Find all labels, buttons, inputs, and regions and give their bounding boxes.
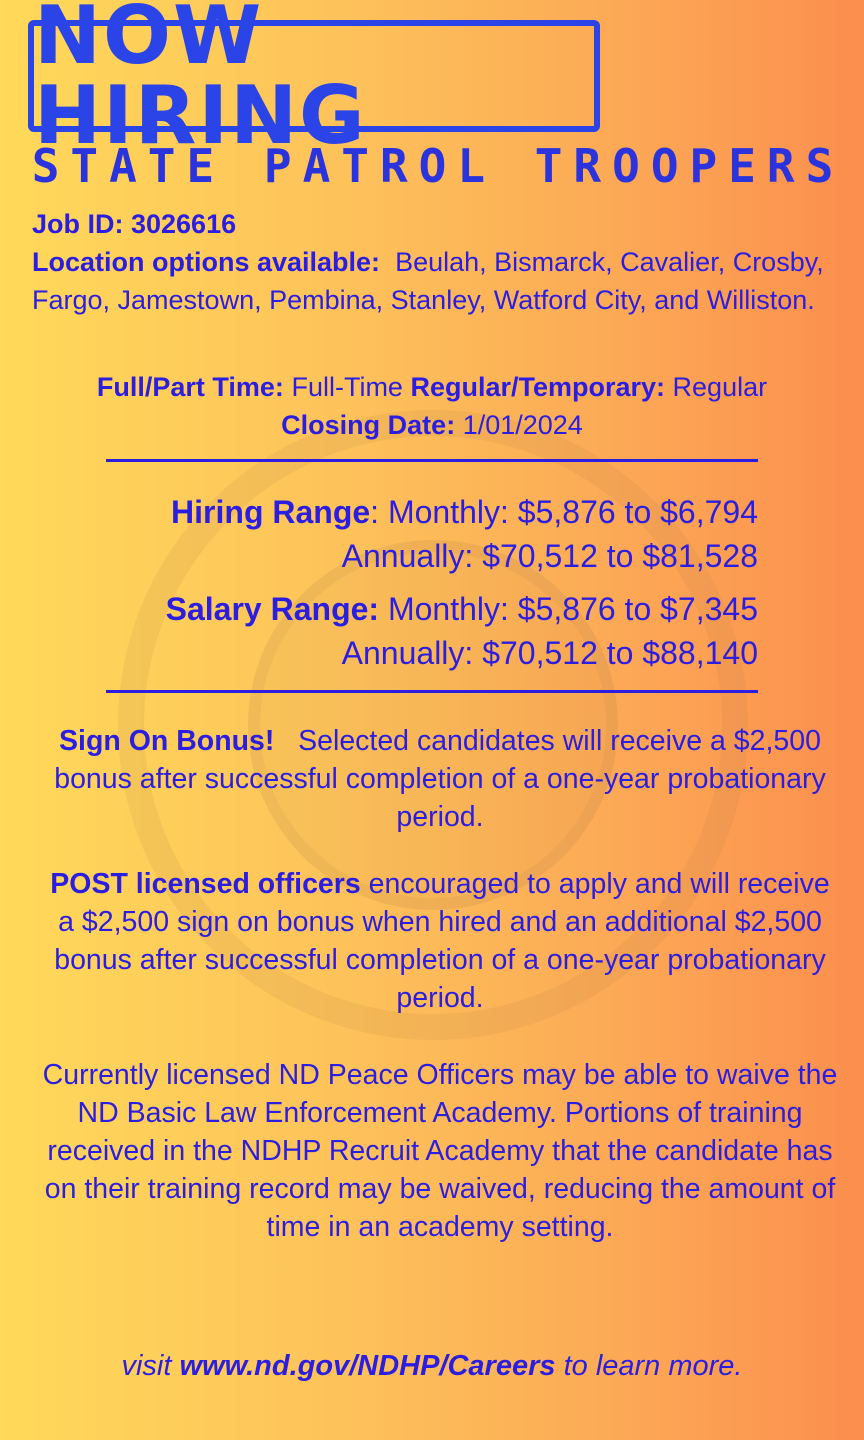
- divider-top: [106, 459, 758, 462]
- bonus-text: Selected candidates will receive a $2,500 bonus after successful completion of a one-year probationary period.: [54, 725, 826, 833]
- fulltime-label: Full/Part Time:: [96, 372, 284, 402]
- post-text: encouraged to apply and will receive a $2,500 sign on bonus when hired and an additional $2,500 bonus after successful completion of a one-year probationary period.: [54, 868, 830, 1014]
- hiring-range-label: Hiring Range: [171, 494, 371, 530]
- sign-on-bonus: [40, 722, 840, 836]
- salary-range-annually: Annually: $70,512 to $88,140: [341, 635, 758, 671]
- closing-label: Closing Date:: [281, 410, 456, 440]
- job-id: [32, 205, 842, 243]
- bonus-label: Sign On Bonus!: [59, 725, 275, 757]
- closing-value: 1/01/2024: [462, 410, 583, 440]
- job-details: [32, 205, 842, 319]
- location-options: [32, 243, 842, 319]
- careers-footer: [0, 1346, 864, 1386]
- hiring-range: [171, 490, 758, 578]
- salary-range: [166, 587, 758, 675]
- post-officers: [40, 865, 840, 1017]
- salary-range-monthly: Monthly: $5,876 to $7,345: [387, 591, 758, 627]
- divider-bottom: [106, 690, 758, 693]
- regular-value: Regular: [672, 372, 768, 402]
- location-label: Location options available:: [32, 247, 381, 277]
- location-value: Beulah, Bismarck, Cavalier, Crosby, Fargo, Jamestown, Pembina, Stanley, Watford City, and Williston.: [32, 247, 824, 315]
- employment-type-line: [20, 368, 844, 406]
- post-label: POST licensed officers: [50, 868, 361, 900]
- employment-terms: [20, 368, 844, 444]
- salary-range-label: Salary Range:: [165, 591, 380, 627]
- closing-date-line: [20, 406, 844, 444]
- fulltime-value: Full-Time: [291, 372, 403, 402]
- footer-prefix: visit: [121, 1350, 172, 1382]
- now-hiring-stamp: [28, 0, 600, 162]
- academy-waiver: [40, 1056, 840, 1246]
- regular-label: Regular/Temporary:: [410, 372, 666, 402]
- waiver-text: Currently licensed ND Peace Officers may be able to waive the ND Basic Law Enforcement Academy. Portions of training received in the NDHP Recruit Academy that the candidate has on their training record may be waived, reducing the amount of time in an academy setting.: [42, 1059, 838, 1243]
- job-id-text: Job ID: 3026616: [32, 209, 237, 239]
- page-subtitle: STATE PATROL TROOPERS: [31, 139, 845, 193]
- stamp-text: NOW HIRING: [34, 0, 367, 162]
- careers-link[interactable]: www.nd.gov/NDHP/Careers: [179, 1350, 556, 1382]
- footer-suffix: to learn more.: [563, 1350, 743, 1382]
- hiring-range-monthly-line: Hiring Range: Monthly: $5,876 to $6,794: [171, 494, 758, 530]
- salary-range-monthly-line: [166, 587, 758, 631]
- hiring-range-monthly: Monthly: $5,876 to $6,794: [387, 494, 758, 530]
- hiring-range-annually: Annually: $70,512 to $81,528: [341, 538, 758, 574]
